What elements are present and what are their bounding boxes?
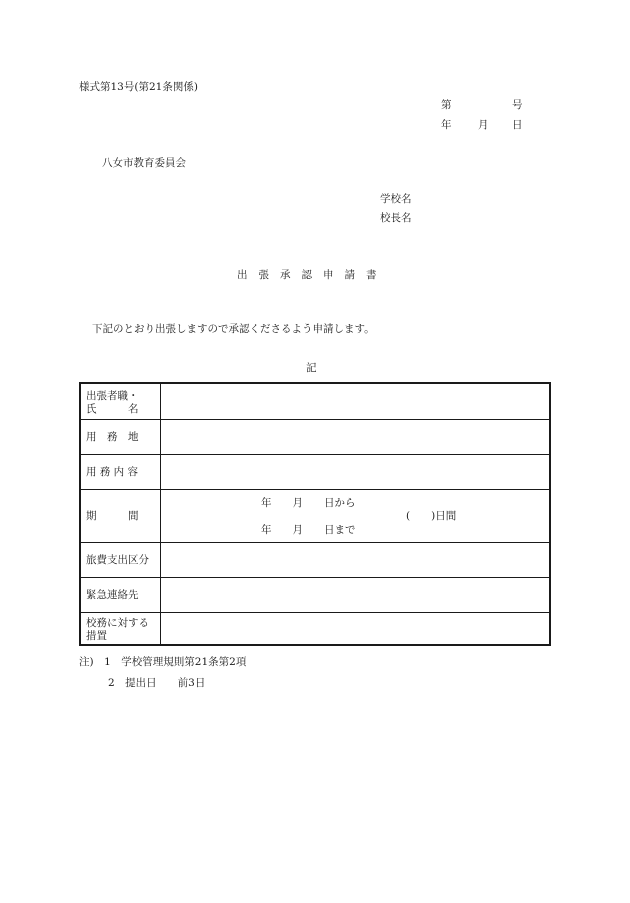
period-from: 年 月 日から [261,497,356,509]
purpose-label: 用 務 内 容 [86,466,139,478]
period-days: ( )日間 [406,510,457,522]
date-day: 日 [512,119,523,131]
traveler-label-top: 出張者職・ [86,390,139,402]
row-period [81,489,549,543]
row-school-duty-measures [81,612,549,645]
title-char: 張 [258,269,269,281]
emergency-label-cell [81,578,161,613]
title-char: 申 [323,269,334,281]
destination-label-cell [81,420,161,455]
row-emergency-contact [81,577,549,613]
reference-number-prefix: 第 [441,99,452,111]
note-line-1: 注) 1 学校管理規則第21条第2項 [79,656,247,668]
title-char: 承 [280,269,291,281]
school-name-label: 学校名 [380,193,412,205]
emergency-contact-label: 緊急連絡先 [86,589,139,601]
destination-label: 用 務 地 [86,431,139,443]
row-traveler [81,384,549,419]
traveler-label-bottom: 氏 名 [86,403,139,415]
measures-label-cell [81,613,161,645]
principal-name-label: 校長名 [380,212,412,224]
date-year: 年 [441,119,452,131]
request-statement: 下記のとおり出張しますので承認くださるよう申請します。 [92,323,375,335]
title-char: 認 [301,269,312,281]
title-char: 請 [344,269,355,281]
traveler-label-cell [81,384,161,419]
expense-label-cell [81,543,161,578]
period-to: 年 月 日まで [261,524,356,536]
reference-number-suffix: 号 [512,99,523,111]
row-expense-category [81,542,549,578]
document-title [237,270,388,281]
row-destination [81,419,549,455]
application-table [79,382,551,646]
note-line-2: 2 提出日 前3日 [108,677,206,689]
measures-label-top: 校務に対する [86,617,149,629]
row-purpose [81,454,549,490]
addressee: 八女市教育委員会 [102,157,186,169]
period-label: 期 間 [86,510,139,522]
purpose-label-cell [81,455,161,490]
form-number: 様式第13号(第21条関係) [79,81,198,93]
expense-category-label: 旅費支出区分 [86,554,149,566]
measures-label-bottom: 措置 [86,630,107,642]
title-char: 書 [366,269,377,281]
period-label-cell [81,490,161,543]
ki-heading: 記 [306,362,317,374]
date-month: 月 [478,119,489,131]
title-char: 出 [237,269,248,281]
